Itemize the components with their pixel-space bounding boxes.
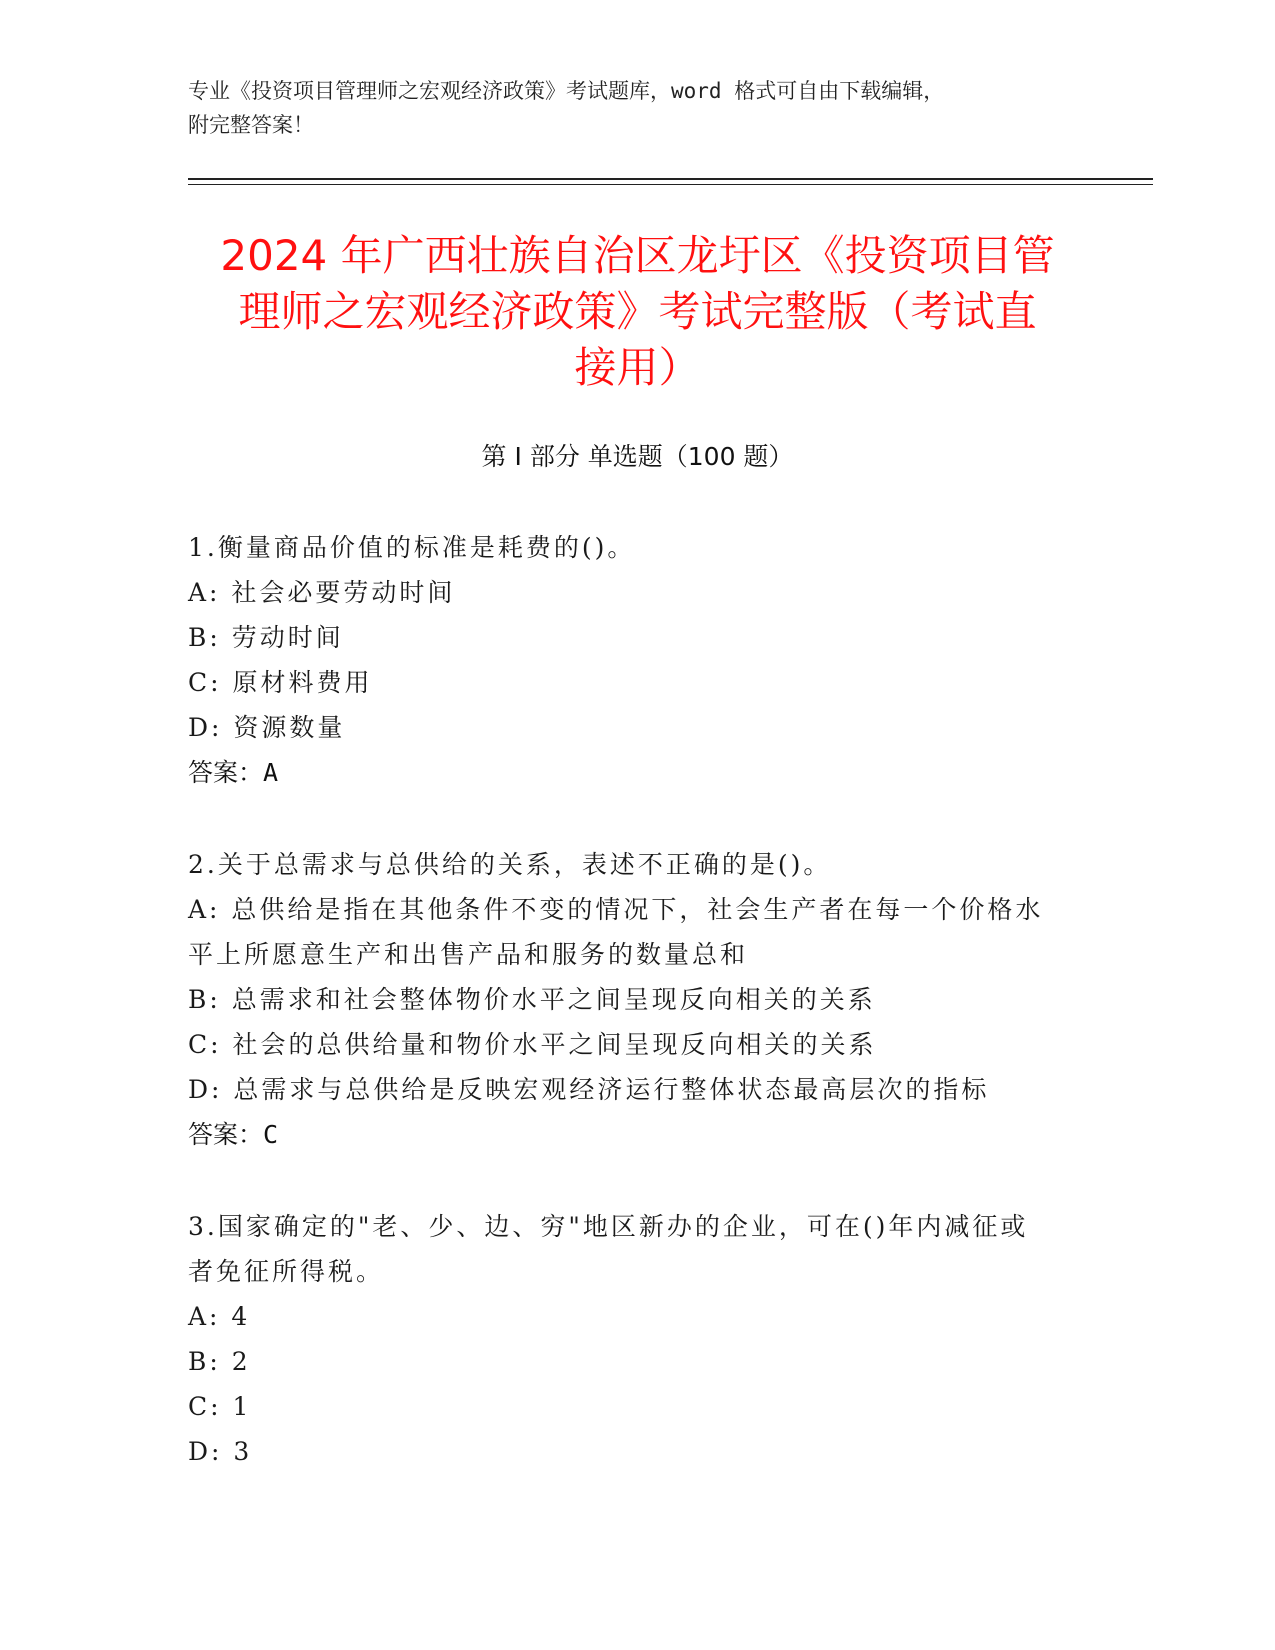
option-b: B: 2 (188, 1347, 251, 1376)
option-c: C: 1 (188, 1392, 252, 1421)
option-d: D: 资源数量 (188, 713, 346, 742)
option-b: B: 劳动时间 (188, 623, 344, 652)
question-list (188, 525, 1088, 1521)
option-b: B: 总需求和社会整体物价水平之间呈现反向相关的关系 (188, 985, 876, 1014)
question-stem-continuation: 者免征所得税。 (188, 1257, 385, 1286)
option-a-continuation: 平上所愿意生产和出售产品和服务的数量总和 (188, 940, 749, 969)
answer-line (188, 750, 1088, 795)
question-item (188, 1204, 1088, 1474)
header-note-line: 专业《投资项目管理师之宏观经济政策》考试题库，word 格式可自由下载编辑， (188, 79, 945, 103)
title-line: 2024 年广西壮族自治区龙圩区《投资项目管 (220, 231, 1055, 280)
title-line: 理师之宏观经济政策》考试完整版（考试直 (238, 287, 1037, 336)
question-item (188, 842, 1088, 1157)
answer-value: C (263, 1120, 279, 1149)
option-a: A: 总供给是指在其他条件不变的情况下，社会生产者在每一个价格水 (188, 895, 1044, 924)
option-c: C: 社会的总供给量和物价水平之间呈现反向相关的关系 (188, 1030, 877, 1059)
answer-label: 答案： (188, 1120, 264, 1149)
title-line: 接用） (574, 343, 701, 392)
question-stem: 1.衡量商品价值的标准是耗费的()。 (188, 533, 636, 562)
header-divider (188, 184, 1153, 185)
option-a: A: 4 (188, 1302, 251, 1331)
option-c: C: 原材料费用 (188, 668, 373, 697)
option-d: D: 总需求与总供给是反映宏观经济运行整体状态最高层次的指标 (188, 1075, 990, 1104)
question-stem: 2.关于总需求与总供给的关系，表述不正确的是()。 (188, 850, 832, 879)
option-d: D: 3 (188, 1437, 253, 1466)
question-stem: 3.国家确定的"老、少、边、穷"地区新办的企业，可在()年内减征或 (188, 1212, 1029, 1241)
answer-label: 答案： (188, 758, 264, 787)
answer-value: A (263, 758, 279, 787)
header-divider (188, 178, 1153, 180)
option-a: A: 社会必要劳动时间 (188, 578, 456, 607)
answer-line (188, 1112, 1088, 1157)
question-item (188, 525, 1088, 795)
header-note (188, 74, 1088, 142)
header-note-line: 附完整答案！ (188, 113, 314, 137)
document-title (190, 228, 1085, 396)
section-heading: 第 I 部分 单选题（100 题） (481, 442, 794, 471)
